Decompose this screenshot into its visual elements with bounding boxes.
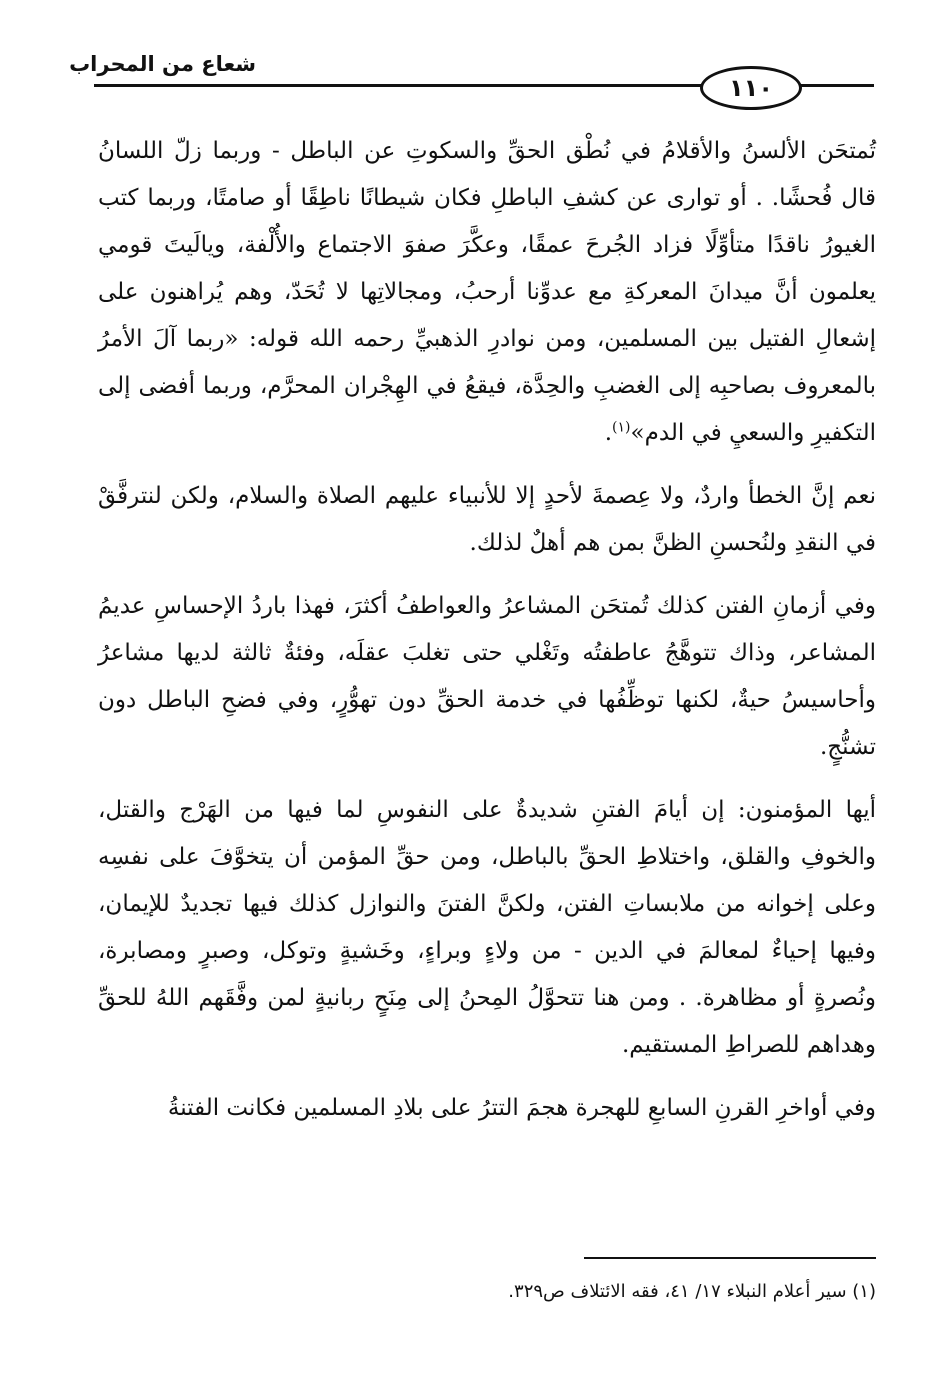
- paragraph-5: وفي أواخرِ القرنِ السابعِ للهجرة هجمَ التترُ على بلادِ المسلمين فكانت الفتنةُ: [167, 1095, 876, 1121]
- body-text: [98, 128, 876, 1148]
- paragraph-1: [98, 128, 876, 457]
- paragraph-2: نعم إنَّ الخطأ واردٌ، ولا عِصمةَ لأحدٍ إلا للأنبياء عليهم الصلاة والسلام، ولكن لنترفَّقْ في النقدِ ولنُحسنِ الظنَّ بمن هم أهلٌ لذلك.: [98, 483, 876, 556]
- footnote: (١) سير أعلام النبلاء ١٧/ ٤١، فقه الائتلاف ص٣٢٩.: [508, 1281, 876, 1302]
- paragraph-3: وفي أزمانِ الفتن كذلك تُمتحَن المشاعرُ والعواطفُ أكثرَ، فهذا باردُ الإحساسِ عديمُ المشاعر، وذاك تتوهَّجُ عاطفتُه وتَغْلي حتى تغلبَ عقلَه، وفئةٌ ثالثة لديها مشاعرُ وأحاسيسُ حيةٌ، لكنها توظِّفُها في خدمة الحقِّ دون تهوُّرٍ، وفي فضحِ الباطل دون تشنُّجٍ.: [98, 593, 876, 760]
- footnote-rule: [584, 1257, 876, 1259]
- paragraph-1-end: .: [604, 420, 613, 446]
- page-number-text: ١١٠: [729, 74, 773, 102]
- footnote-reference: (١): [612, 419, 631, 436]
- paragraph-4: أيها المؤمنون: إن أيامَ الفتنِ شديدةٌ على النفوسِ لما فيها من الهَرْج والقتل، والخوفِ والقلق، واختلاطِ الحقِّ بالباطل، ومن حقِّ المؤمن أن يتخوَّفَ على نفسِه وعلى إخوانه من ملابساتِ الفتن، ولكنَّ الفتنَ والنوازل كذلك فيها تجديدٌ للإيمان، وفيها إحياءٌ لمعالمَ في الدين - من ولاءٍ وبراءٍ، وخَشيةٍ وتوكل، وصبرٍ ومصابرة، ونُصرةٍ أو مظاهرة. . ومن هنا تتحوَّلُ المِحنُ إلى مِنَحٍ ربانيةٍ لمن وفَّقَهم اللهُ للحقِّ وهداهم للصراطِ المستقيم.: [98, 797, 876, 1058]
- page-number: [700, 66, 802, 110]
- paragraph-1-text: تُمتحَن الألسنُ والأقلامُ في نُطْق الحقِّ والسكوتِ عن الباطل - وربما زلّ اللسانُ قال فُحشًا. . أو توارى عن كشفِ الباطلِ فكان شيطانًا ناطِقًا أو صامتًا، وربما كتب الغيورُ ناقدًا متأوِّلًا فزاد الجُرحَ عمقًا، وعكَّرَ صفوَ الاجتماع والأُلْفة، ويالَيتَ قومي يعلمون أنَّ ميدانَ المعركةِ مع عدوِّنا أرحبُ، ومجالاتِها لا تُحَدّ، وهم يُراهنون على إشعالِ الفتيل بين المسلمين، ومن نوادرِ الذهبيِّ رحمه الله قوله: «ربما آلَ الأمرُ بالمعروف بصاحبِه إلى الغضبِ والحِدَّة، فيقعُ في الهِجْران المحرَّم، وربما أفضى إلى التكفيرِ والسعيِ في الدم»: [98, 138, 876, 446]
- running-title: شعاع من المحراب: [69, 52, 256, 76]
